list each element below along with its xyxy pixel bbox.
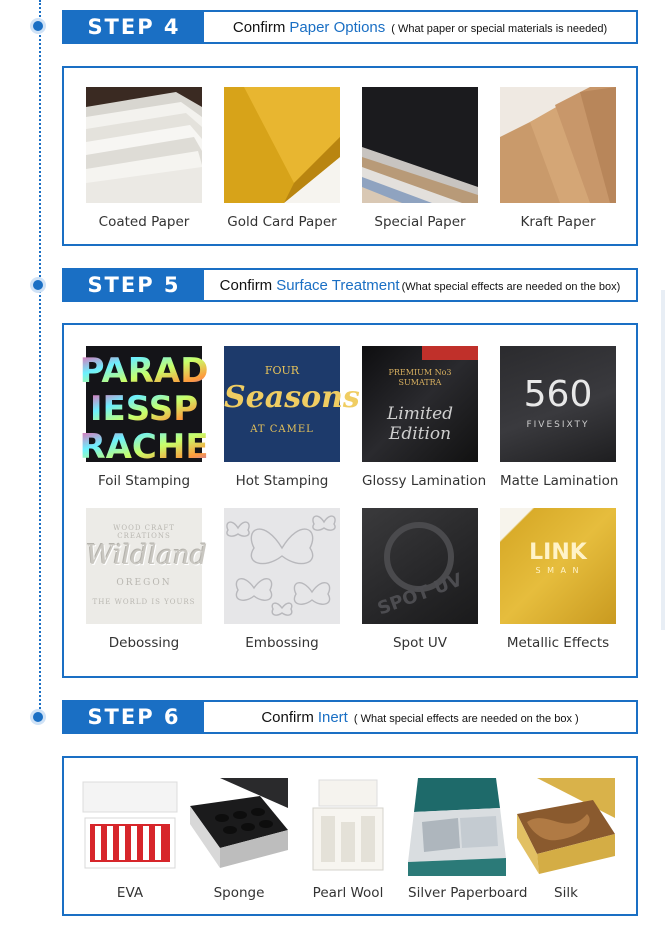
treatment-label: Spot UV [392, 635, 448, 651]
pearl-wool-insert-image [299, 778, 397, 876]
hot-stamping-bottom-text: AT CAMEL [250, 424, 314, 435]
deboss-main-text: Wildland [86, 540, 208, 571]
timeline-dot-step6 [33, 712, 43, 722]
foil-line-3: RACHE [79, 427, 209, 467]
paper-option-gold-card[interactable] [224, 87, 340, 230]
paper-option-coated[interactable] [86, 87, 202, 230]
matte-lamination-image [500, 346, 616, 462]
glossy-red-label [422, 346, 478, 360]
paper-option-label: Gold Card Paper [227, 214, 337, 230]
gold-card-paper-image [224, 87, 340, 203]
treatment-embossing[interactable] [224, 508, 340, 651]
step6-header [62, 700, 638, 734]
step6-panel [62, 756, 638, 916]
treatment-hot-stamping[interactable] [224, 346, 360, 489]
glossy-script-text: Limited Edition [386, 404, 454, 444]
glossy-lamination-image [362, 346, 478, 462]
step5-title-highlight: Surface Treatment [276, 276, 400, 294]
embossing-image [224, 508, 340, 624]
spot-uv-text: SPOT UV [374, 569, 466, 620]
matte-word-text: FIVESIXTY [526, 420, 590, 430]
treatment-metallic-effects[interactable] [500, 508, 616, 651]
step6-badge: STEP 6 [64, 702, 204, 732]
treatment-spot-uv[interactable] [362, 508, 478, 651]
insert-label: Silk [554, 885, 578, 901]
treatment-label: Matte Lamination [500, 473, 619, 489]
treatment-matte-lamination[interactable] [500, 346, 619, 489]
treatment-label: Embossing [245, 635, 319, 651]
step5-panel [62, 323, 638, 678]
step4-badge: STEP 4 [64, 12, 204, 42]
step4-header [62, 10, 638, 44]
metallic-effects-image [500, 508, 616, 624]
step5-title-sub: (What special effects are needed on the box) [401, 280, 621, 293]
timeline-dot-step5 [33, 280, 43, 290]
step5-badge: STEP 5 [64, 270, 204, 300]
hot-stamping-top-text: FOUR [264, 364, 300, 377]
treatment-glossy-lamination[interactable] [362, 346, 487, 489]
treatment-label: Glossy Lamination [362, 473, 487, 489]
spot-uv-image [362, 508, 478, 624]
insert-silver-paperboard[interactable] [408, 778, 528, 901]
insert-silk[interactable] [517, 778, 615, 901]
step4-title [204, 19, 636, 36]
step6-title-main: Confirm [261, 708, 314, 726]
glossy-tag-text: PREMIUM No3 SUMATRA [388, 368, 452, 387]
paper-option-label: Special Paper [374, 214, 466, 230]
insert-label: EVA [116, 885, 144, 901]
foil-stamping-image [79, 346, 209, 467]
step4-title-sub: ( What paper or special materials is needed) [391, 22, 608, 35]
insert-label: Silver Paperboard [408, 885, 528, 901]
step4-title-highlight: Paper Options [289, 18, 386, 36]
coated-paper-image [86, 87, 202, 203]
paper-option-label: Coated Paper [98, 214, 190, 230]
paper-option-special[interactable] [362, 87, 478, 230]
treatment-debossing[interactable] [86, 508, 208, 651]
sponge-insert-image [190, 778, 288, 876]
special-paper-image [362, 87, 478, 203]
treatment-label: Debossing [108, 635, 180, 651]
insert-pearl-wool[interactable] [299, 778, 397, 901]
step6-title-sub: ( What special effects are needed on the box ) [353, 712, 579, 725]
step6-title-highlight: Inert [317, 708, 348, 726]
step5-title-main: Confirm [219, 276, 273, 294]
paper-option-kraft[interactable] [500, 87, 616, 230]
silk-insert-image [517, 778, 615, 876]
deboss-bottom-text: THE WORLD IS YOURS [92, 598, 196, 606]
treatment-label: Foil Stamping [97, 473, 191, 489]
timeline-line [39, 0, 41, 720]
deboss-top-text: WOOD CRAFT CREATIONS [113, 524, 175, 540]
page-edge-decoration [661, 290, 665, 630]
matte-number-text: 560 [523, 374, 593, 415]
insert-label: Sponge [213, 885, 265, 901]
step4-title-main: Confirm [232, 18, 286, 36]
foil-line-2: IESSP [89, 389, 199, 429]
eva-insert-image [81, 778, 179, 876]
foil-line-1: PARAD [79, 351, 209, 391]
step6-title [204, 709, 636, 726]
hot-stamping-image [224, 346, 360, 462]
insert-label: Pearl Wool [312, 885, 384, 901]
kraft-paper-image [500, 87, 616, 203]
insert-eva[interactable] [81, 778, 179, 901]
step5-title [204, 277, 636, 294]
debossing-image [86, 508, 208, 624]
step4-panel [62, 66, 638, 246]
step5-header [62, 268, 638, 302]
treatment-foil-stamping[interactable] [79, 346, 209, 489]
paper-option-label: Kraft Paper [520, 214, 596, 230]
timeline-dot-step4 [33, 21, 43, 31]
metallic-main-text: LINK [529, 540, 587, 565]
treatment-label: Metallic Effects [506, 635, 610, 651]
metallic-sub-text: S M A N [535, 566, 581, 575]
insert-sponge[interactable] [190, 778, 288, 901]
silver-paperboard-insert-image [408, 778, 506, 876]
treatment-label: Hot Stamping [235, 473, 329, 489]
hot-stamping-main-text: Seasons [224, 380, 360, 415]
deboss-sub-text: OREGON [116, 578, 172, 588]
